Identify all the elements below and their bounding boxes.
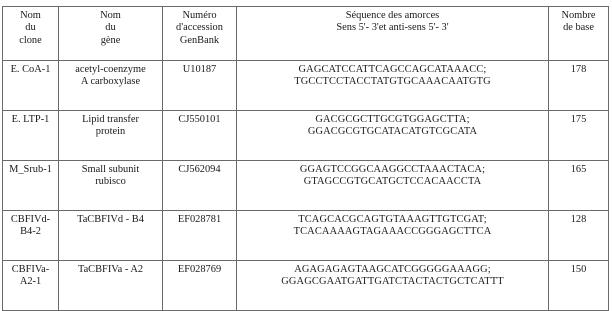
header-clone-name: Nom du clone <box>3 7 59 61</box>
table-row <box>3 261 609 311</box>
cell-gene: TaCBFIVd - B4 <box>59 211 163 261</box>
cell-gene: Small subunit rubisco <box>59 161 163 211</box>
table-header <box>3 7 609 61</box>
cell-gene: acetyl-coenzyme A carboxylase <box>59 61 163 111</box>
cell-clone: CBFIVd- B4-2 <box>3 211 59 261</box>
table-row <box>3 211 609 261</box>
cell-accession: EF028769 <box>163 261 237 311</box>
cell-sequences: GAGCATCCATTCAGCCAGCATAAACC; TGCCTCCTACCTATGTGCAAACAATGTG <box>237 61 549 111</box>
header-primer-sequences: Séquence des amorces Sens 5'- 3'et anti-sens 5'- 3' <box>237 7 549 61</box>
cell-bases: 178 <box>549 61 609 111</box>
header-accession-number: Numéro d'accession GenBank <box>163 7 237 61</box>
primer-table <box>2 6 609 311</box>
cell-clone: E. CoA-1 <box>3 61 59 111</box>
cell-bases: 128 <box>549 211 609 261</box>
table-row <box>3 111 609 161</box>
cell-gene: TaCBFIVa - A2 <box>59 261 163 311</box>
cell-accession: EF028781 <box>163 211 237 261</box>
cell-accession: CJ562094 <box>163 161 237 211</box>
cell-bases: 165 <box>549 161 609 211</box>
cell-sequences: TCAGCACGCAGTGTAAAGTTGTCGAT; TCACAAAAGTAGAAACCGGGAGCTTCA <box>237 211 549 261</box>
header-row <box>3 7 609 61</box>
table-row <box>3 161 609 211</box>
cell-sequences: GGAGTCCGGCAAGGCCTAAACTACA; GTAGCCGTGCATGCTCCACAACCTA <box>237 161 549 211</box>
cell-gene: Lipid transfer protein <box>59 111 163 161</box>
table-row <box>3 61 609 111</box>
header-gene-name: Nom du gène <box>59 7 163 61</box>
cell-clone: CBFIVa- A2-1 <box>3 261 59 311</box>
header-base-count: Nombre de base <box>549 7 609 61</box>
cell-accession: CJ550101 <box>163 111 237 161</box>
cell-clone: M_Srub-1 <box>3 161 59 211</box>
cell-bases: 150 <box>549 261 609 311</box>
cell-accession: U10187 <box>163 61 237 111</box>
cell-bases: 175 <box>549 111 609 161</box>
cell-sequences: GACGCGCTTGCGTGGAGCTTA; GGACGCGTGCATACATGTCGCATA <box>237 111 549 161</box>
cell-clone: E. LTP-1 <box>3 111 59 161</box>
cell-sequences: AGAGAGAGTAAGCATCGGGGGAAAGG; GGAGCGAATGATTGATCTACTACTGCTCATTT <box>237 261 549 311</box>
table-body <box>3 61 609 311</box>
